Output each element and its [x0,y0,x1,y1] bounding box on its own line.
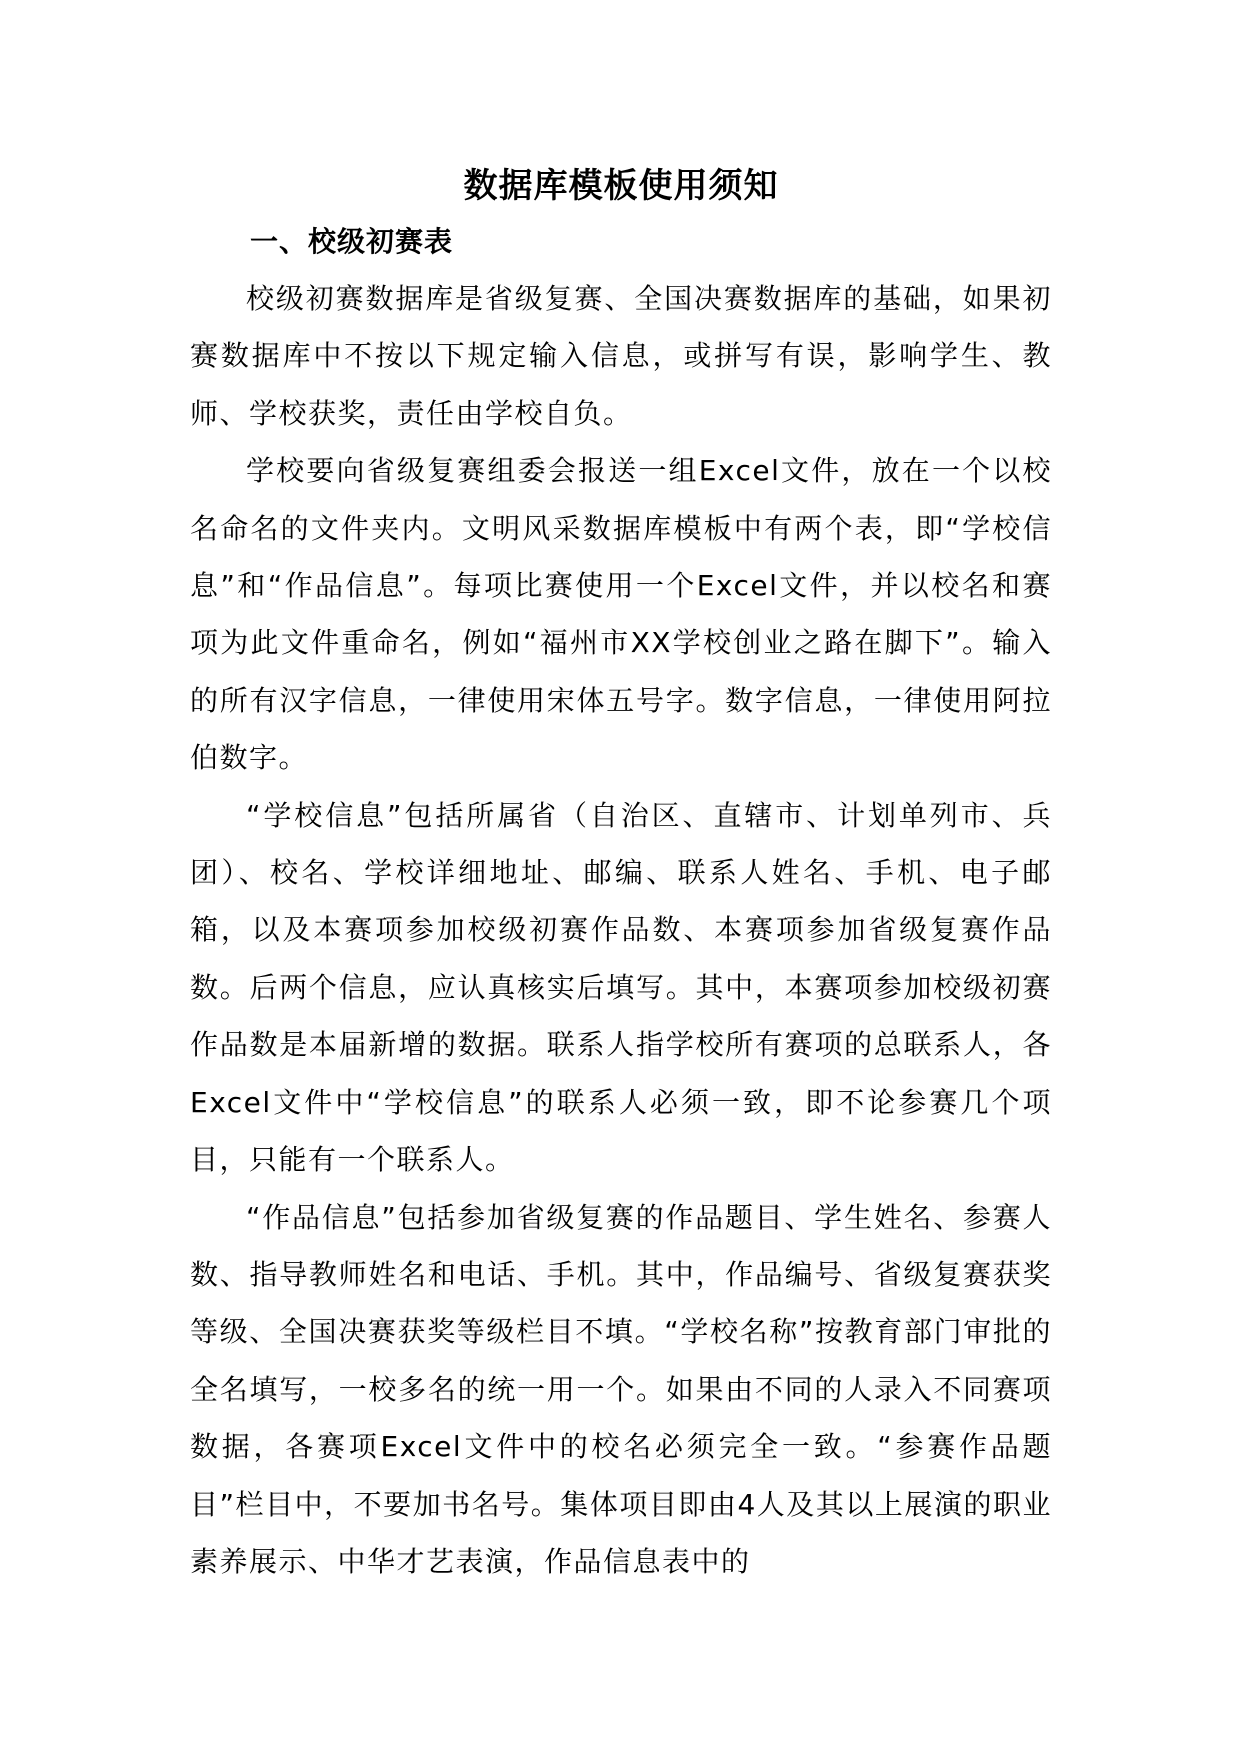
document-title: 数据库模板使用须知 [463,166,779,206]
paragraph-work-info: “作品信息”包括参加省级复赛的作品题目、学生姓名、参赛人数、指导教师姓名和电话、手机。其中，作品编号、省级复赛获奖等级、全国决赛获奖等级栏目不填。“学校名称”按教育部门审批的全名填写，一校多名的统一用一个。如果由不同的人录入不同赛项数据，各赛项Excel文件中的校名必须完全一致。“参赛作品题目”栏目中，不要加书名号。集体项目即由4人及其以上展演的职业素养展示、中华才艺表演，作品信息表中的 [190,1200,1052,1578]
paragraph-school-info: “学校信息”包括所属省（自治区、直辖市、计划单列市、兵团）、校名、学校详细地址、邮编、联系人姓名、手机、电子邮箱，以及本赛项参加校级初赛作品数、本赛项参加省级复赛作品数。后两个信息，应认真核实后填写。其中，本赛项参加校级初赛作品数是本届新增的数据。联系人指学校所有赛项的总联系人，各Excel文件中“学校信息”的联系人必须一致，即不论参赛几个项目，只能有一个联系人。 [190,798,1052,1177]
section-heading: 一、校级初赛表 [250,225,454,258]
document-body [190,158,1052,1590]
paragraph-intro: 校级初赛数据库是省级复赛、全国决赛数据库的基础，如果初赛数据库中不按以下规定输入信息，或拼写有误，影响学生、教师、学校获奖，责任由学校自负。 [190,282,1052,430]
paragraph-excel-files: 学校要向省级复赛组委会报送一组Excel文件，放在一个以校名命名的文件夹内。文明风采数据库模板中有两个表，即“学校信息”和“作品信息”。每项比赛使用一个Excel文件，并以校名和赛项为此文件重命名，例如“福州市XX学校创业之路在脚下”。输入的所有汉字信息，一律使用宋体五号字。数字信息，一律使用阿拉伯数字。 [190,454,1052,775]
